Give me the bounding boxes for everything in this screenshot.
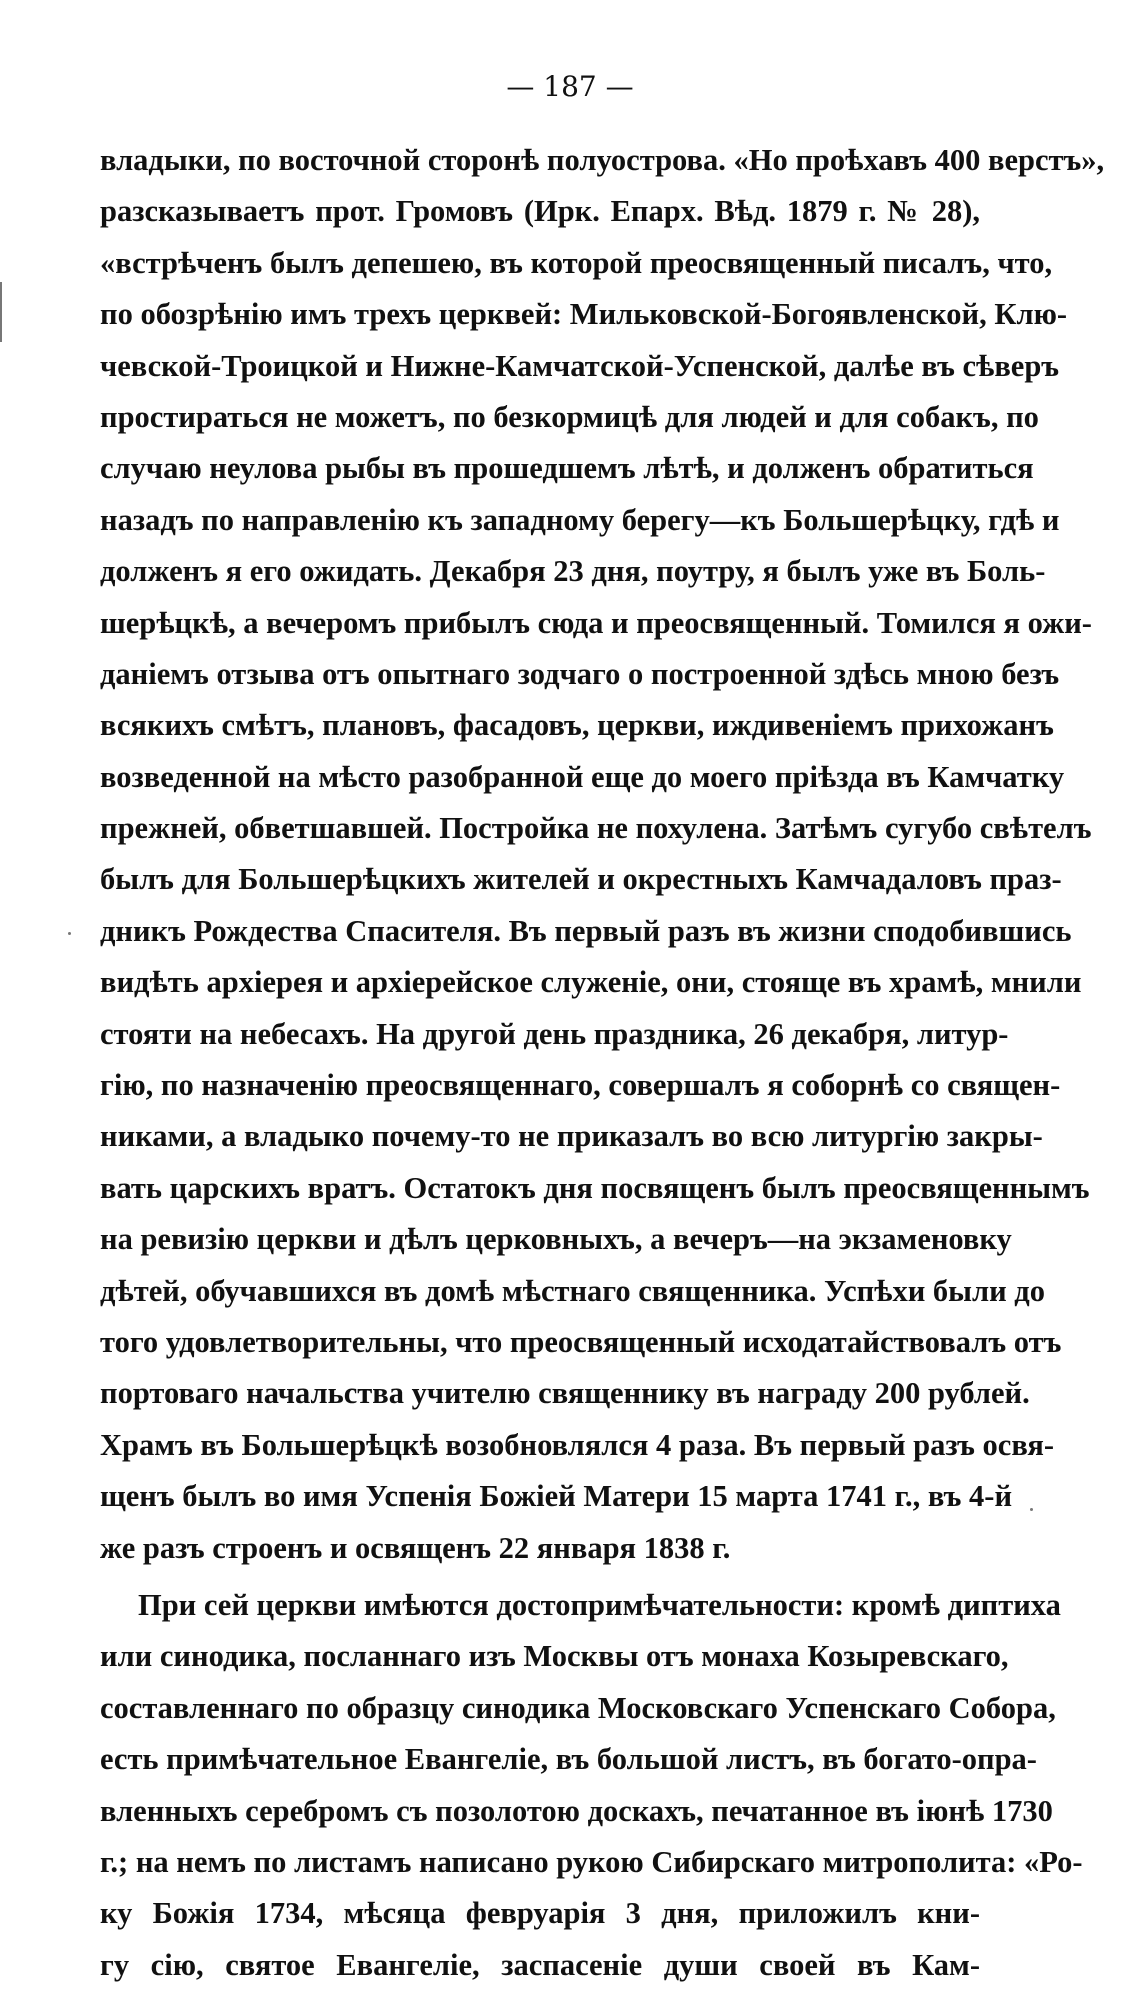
text-line: долженъ я его ожидать. Декабря 23 дня, поутру, я былъ уже въ Боль-: [100, 554, 1046, 589]
text-line: никами, а владыко почему-то не приказалъ во всю литургію закры-: [100, 1119, 1043, 1154]
text-line: возведенной на мѣсто разобранной еще до моего пріѣзда въ Камчатку: [100, 759, 1065, 794]
text-line: чевской-Троицкой и Нижне-Камчатской-Успенской, далѣе въ сѣверъ: [100, 348, 1060, 383]
scan-dot-mark: [1030, 1508, 1033, 1511]
text-line: составленнаго по образцу синодика Московскаго Успенскаго Собора,: [100, 1690, 1056, 1725]
text-line: былъ для Большерѣцкихъ жителей и окрестныхъ Камчадаловъ праз-: [100, 862, 1062, 897]
page-number: — 187 —: [506, 70, 634, 103]
text-line: шерѣцкѣ, а вечеромъ прибылъ сюда и преосвященный. Томился я ожи-: [100, 605, 1092, 640]
text-line: видѣть архіерея и архіерейское служеніе, они, стояще въ храмѣ, мнили: [100, 965, 1082, 1000]
text-line: на ревизію церкви и дѣлъ церковныхъ, а вечеръ—на экзаменовку: [100, 1222, 1012, 1257]
text-line: дѣтей, обучавшихся въ домѣ мѣстнаго священника. Успѣхи были до: [100, 1273, 1045, 1308]
text-line: простираться не можетъ, по безкормицѣ для людей и для собакъ, по: [100, 399, 1039, 434]
text-line: Храмъ въ Большерѣцкѣ возобновлялся 4 раза. Въ первый разъ освя-: [100, 1427, 1055, 1462]
text-line: по обозрѣнію имъ трехъ церквей: Мильковской-Богоявленской, Клю-: [100, 297, 1068, 332]
text-line: же разъ строенъ и освященъ 22 января 1838 г.: [100, 1530, 731, 1565]
scan-edge-mark: [0, 282, 2, 342]
text-line: владыки, по восточной сторонѣ полуострова. «Но проѣхавъ 400 верстъ»,: [100, 143, 1105, 177]
text-line: того удовлетворительны, что преосвященный исходатайствовалъ отъ: [100, 1324, 1062, 1359]
paragraph-2: [100, 1580, 1083, 1991]
text-line: При сей церкви имѣются достопримѣчательности: кромѣ диптиха: [138, 1587, 1061, 1622]
text-line: гу сію, святое Евангеліе, заспасеніе души своей въ Кам-: [100, 1947, 980, 1982]
text-line: гію, по назначенію преосвященнаго, совершалъ я соборнѣ со священ-: [100, 1068, 1061, 1103]
text-line: случаю неулова рыбы въ прошедшемъ лѣтѣ, и долженъ обратиться: [100, 451, 1034, 486]
text-line: ку Божія 1734, мѣсяца февруарія 3 дня, приложилъ кни-: [100, 1896, 980, 1931]
text-line: «встрѣченъ былъ депешею, въ которой преосвященный писалъ, что,: [100, 245, 1053, 280]
text-line: вленныхъ серебромъ съ позолотою доскахъ, печатанное въ іюнѣ 1730: [100, 1793, 1053, 1828]
text-line: дникъ Рождества Спасителя. Въ первый разъ въ жизни сподобившись: [100, 913, 1072, 948]
scan-dot-mark: [68, 932, 71, 935]
paragraph-1: [100, 135, 1105, 1574]
text-line: щенъ былъ во имя Успенія Божіей Матери 15 марта 1741 г., въ 4-й: [100, 1479, 1013, 1514]
text-line: вать царскихъ вратъ. Остатокъ дня посвященъ былъ преосвященнымъ: [100, 1170, 1090, 1205]
text-line: г.; на немъ по листамъ написано рукою Сибирскаго митрополита: «Ро-: [100, 1844, 1083, 1879]
text-line: есть примѣчательное Евангеліе, въ большой листъ, въ богато-опра-: [100, 1742, 1037, 1777]
text-line: всякихъ смѣтъ, плановъ, фасадовъ, церкви, иждивеніемъ прихожанъ: [100, 708, 1054, 743]
text-line: прежней, обветшавшей. Постройка не похулена. Затѣмъ сугубо свѣтелъ: [100, 811, 1092, 846]
text-line: стояти на небесахъ. На другой день праздника, 26 декабря, литур-: [100, 1016, 1009, 1051]
text-line: разсказываетъ прот. Громовъ (Ирк. Епарх. Вѣд. 1879 г. № 28),: [100, 194, 980, 229]
text-line: или синодика, посланнаго изъ Москвы отъ монаха Козыревскаго,: [100, 1639, 1009, 1674]
text-line: назадъ по направленію къ западному берегу—къ Большерѣцку, гдѣ и: [100, 502, 1060, 537]
text-line: портоваго начальства учителю священнику въ награду 200 рублей.: [100, 1376, 1030, 1411]
text-line: даніемъ отзыва отъ опытнаго зодчаго о построенной здѣсь мною безъ: [100, 656, 1060, 691]
body-text: [100, 135, 1105, 1991]
